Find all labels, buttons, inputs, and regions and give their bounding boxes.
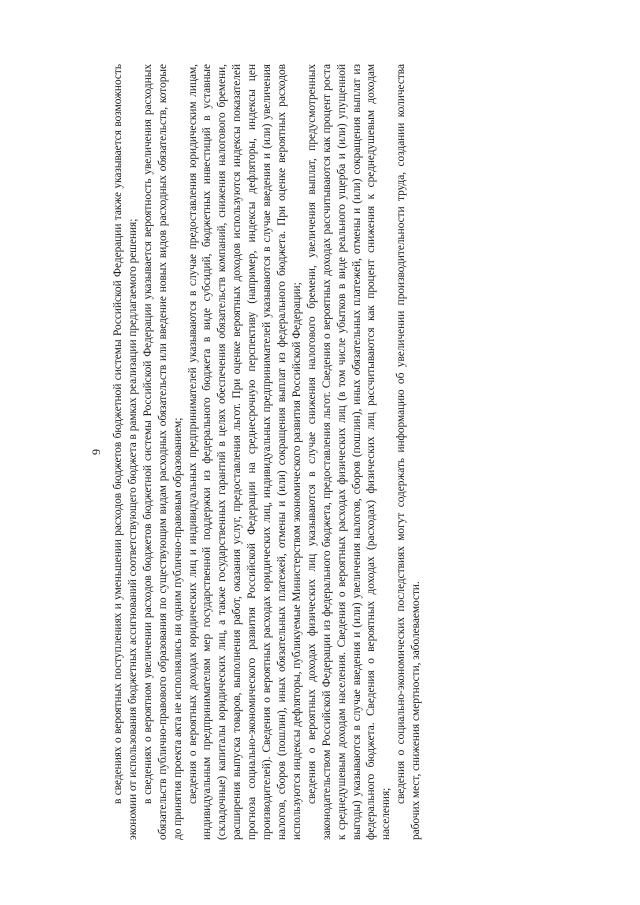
page-number: 9 xyxy=(89,449,103,455)
paragraph-legal-entities: сведения о вероятных доходах юридических лиц и индивидуальных предпринимателей указываются в случае предоставления юридическим лицам, индивидуальным предпринимателям мер государственной поддержки из федерального бюджета в виде субсидий, бюджетных инвестиций в уставные (складочные) капиталы юридических лиц, а также государственных гарантий в целях обеспечения обязательств компаний, снижения налогового бремени, расширения выпуска товаров, выполнения работ, оказания услуг, предоставления льгот. При оценке вероятных доходов используются индексы показателей прогноза социально-экономического развития Российской Федерации на среднесрочную перспективу (например, индексы дефляторы, индексы цен производителей). Сведения о вероятных расходах юридических лиц, индивидуальных предпринимателей указываются в случае введения и (или) увеличения налогов, сборов (пошлин), иных обязательных платежей, отмены и (или) сокращения выплат из федерального бюджета. При оценке вероятных расходов используются индексы дефляторы, публикуемые Министерством экономического развития Российской Федерации; xyxy=(186,64,303,840)
paragraph-socio-economic: сведения о социально-экономических последствиях могут содержать информацию об увеличении производительности труда, создании количества рабочих мест, снижения смертности, заболеваемости. xyxy=(395,64,423,840)
document-page xyxy=(85,52,555,852)
document-body xyxy=(111,52,424,852)
paragraph-budget-income: в сведениях о вероятных поступлениях и уменьшении расходов бюджетов бюджетной системы Российской Федерации также указывается возможность экономии от использования бюджетных ассигнований соответствующего бюджета в рамках реализации предлагаемого решения; xyxy=(112,64,139,840)
paragraph-budget-expenses: в сведениях о вероятном увеличении расходов бюджетов бюджетной системы Российской Федерации указывается вероятность увеличения расходных обязательств публично-правового образования по существующим видам расходных обязательств или введение новых видов расходных обязательств, которые до принятия проекта акта не исполнялись ни одним публично-правовым образованием; xyxy=(141,64,184,840)
paragraph-individuals: сведения о вероятных доходах физических лиц указываются в случае снижения налогового бремени, увеличения выплат, предусмотренных законодательством Российской Федерации из федерального бюджета, предоставления льгот. Сведения о вероятных доходах рассчитываются как процент роста к среднедушевым доходам населения. Сведения о вероятных расходах физических лиц (в том числе убытков в виде реального ущерба и (или) упущенной выгоды) указываются в случае введения и (или) увеличения налогов, сборов (пошлин), иных обязательных платежей, отмены и (или) сокращения выплат из федерального бюджета. Сведения о вероятных доходах (расходах) физических лиц рассчитываются как процент снижения к среднедушевым доходам населения; xyxy=(305,64,393,840)
